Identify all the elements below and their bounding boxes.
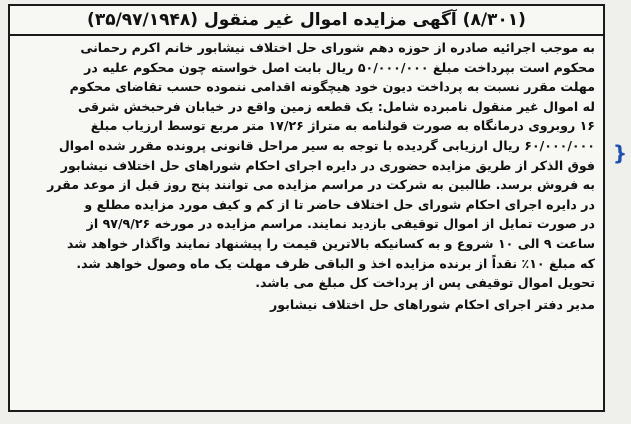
notice-line: در دایره اجرای احکام شورای حل اختلاف حاضر تا از کم و کیف مورد مزایده مطلع و bbox=[84, 196, 595, 212]
notice-line: محکوم است بپرداخت مبلغ ۵۰/۰۰۰/۰۰۰ ریال بابت اصل خواسته چون محکوم علیه در bbox=[84, 59, 595, 75]
notice-signature: مدیر دفتر اجرای احکام شوراهای حل اختلاف نیشابور bbox=[270, 296, 595, 312]
notice-line: مهلت مقرر نسبت به پرداخت دیون خود هیچگونه اقدامی ننموده حسب تقاضای محکوم bbox=[69, 79, 595, 95]
notice-title: (۸/۳۰۱) آگهی مزایده اموال غیر منقول (۳۵/۹۷/۱۹۴۸) bbox=[87, 10, 526, 30]
scan-edge-mark: { bbox=[612, 141, 628, 165]
title-divider bbox=[10, 34, 603, 36]
notice-line: ۱۶ روبروی درمانگاه به صورت قولنامه به متراژ ۱۷/۲۶ متر مربع توسط ارزیاب مبلغ bbox=[90, 118, 595, 134]
auction-notice bbox=[8, 4, 605, 412]
notice-line: ۶۰/۰۰۰/۰۰۰ ریال ارزیابی گردیده با توجه به سیر مراحل قانونی پرونده مقرر شده اموال bbox=[58, 137, 595, 153]
notice-line: له اموال غیر منقول نامبرده شامل: یک قطعه زمین واقع در خیابان فرحبخش شرقی bbox=[78, 98, 595, 114]
notice-line: ساعت ۹ الی ۱۰ شروع و به کسانیکه بالاترین قیمت را پیشنهاد نمایند واگذار خواهد شد bbox=[66, 235, 595, 251]
notice-line: فوق الذکر از طریق مزایده حضوری در دایره اجرای احکام شوراهای حل اختلاف نیشابور bbox=[60, 157, 595, 173]
notice-line: در صورت تمایل از اموال توقیفی بازدید نمایند. مراسم مزایده در مورخه ۹۷/۹/۲۶ از bbox=[86, 216, 595, 232]
notice-line: به موجب اجرائیه صادره از حوزه دهم شورای حل اختلاف نیشابور خانم اکرم رحمانی bbox=[80, 40, 595, 55]
notice-line: که مبلغ ۱۰٪ نقداً از برنده مزایده اخذ و الباقی ظرف مهلت یک ماه وصول خواهد شد. bbox=[76, 255, 595, 271]
notice-line: به فروش برسد. طالبین به شرکت در مراسم مزایده می توانند پنج روز قبل از موعد مقرر bbox=[47, 177, 595, 193]
notice-line: تحویل اموال توقیفی پس از پرداخت کل مبلغ می باشد. bbox=[255, 275, 595, 291]
notice-body bbox=[18, 38, 595, 293]
